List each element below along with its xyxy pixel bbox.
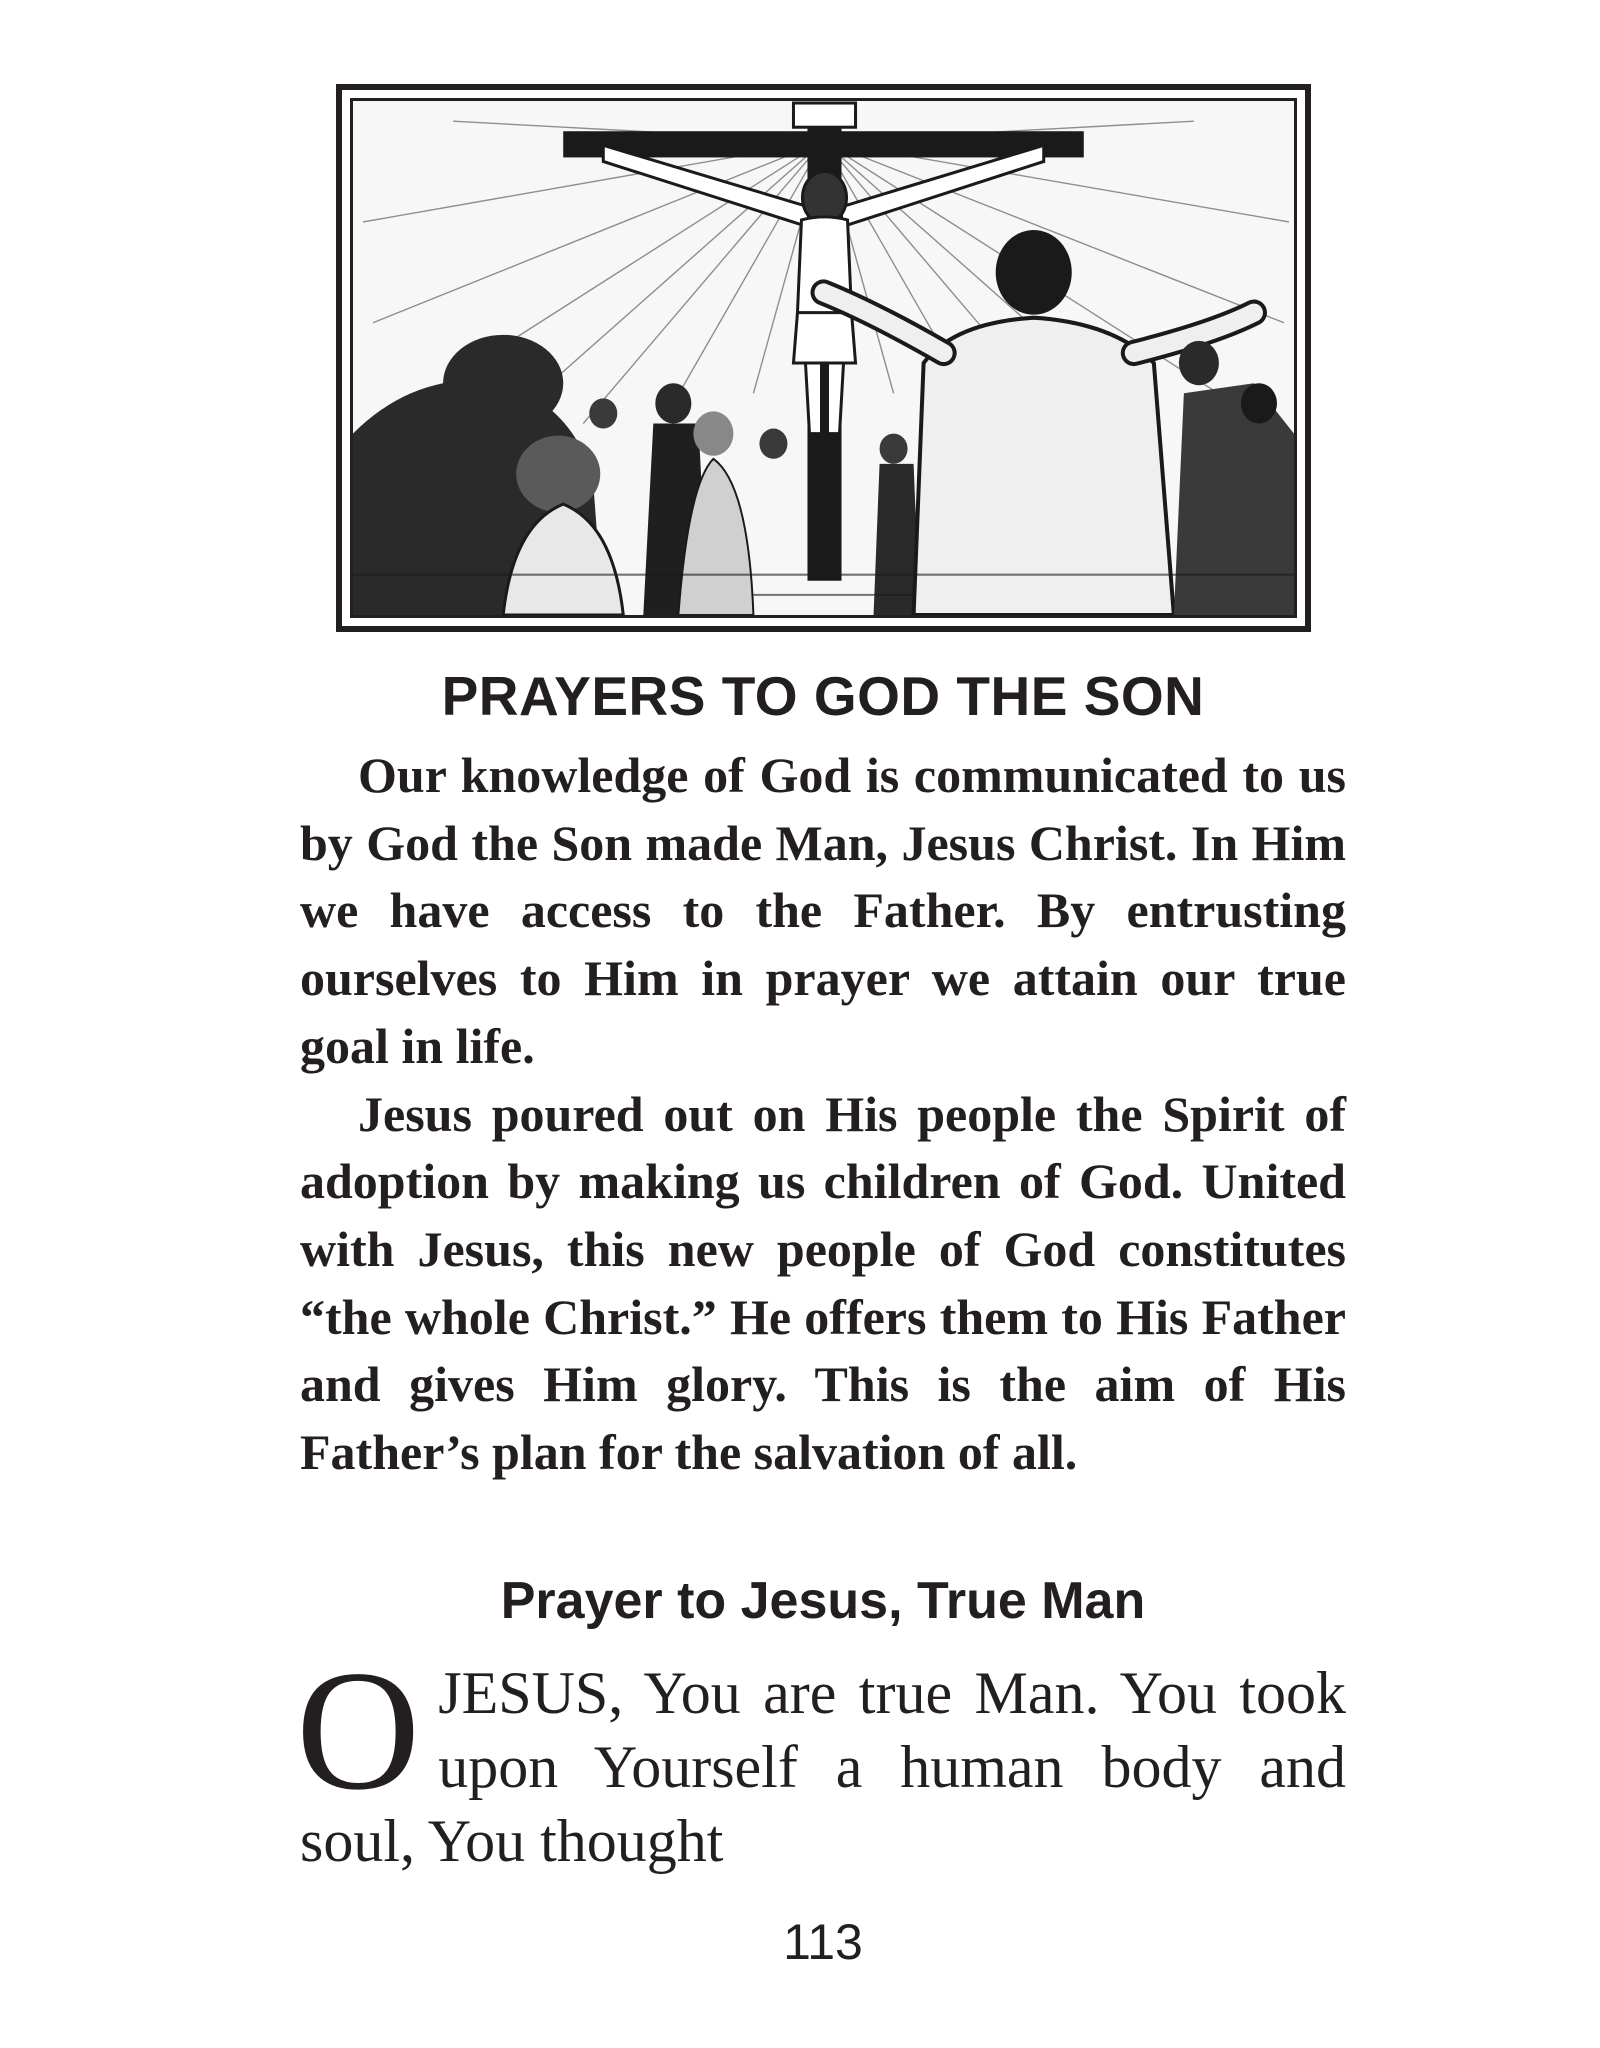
prayer-title: Prayer to Jesus, True Man [500, 1572, 1146, 1630]
crucifixion-scene-drawing [353, 101, 1294, 615]
intro-paragraph: Our knowledge of God is communicated to us by God the Son made Man, Jesus Christ. In Him we have access to the Father. By entrusting ourselves to Him in prayer we attain our true goal in life. [300, 747, 1346, 1074]
page-number: 113 [783, 1914, 863, 1970]
intro-text [300, 742, 1346, 1487]
prayer-text [296, 1636, 1346, 1878]
prayer-body-text: JESUS, You are true Man. You took upon Yourself a human body and soul, You thought [300, 1660, 1346, 1874]
section-title: PRAYERS TO GOD THE SON [441, 665, 1205, 727]
drop-cap: O [296, 1636, 421, 1826]
crucifixion-illustration [336, 84, 1311, 632]
intro-paragraph: Jesus poured out on His people the Spirit of adoption by making us children of God. United with Jesus, this new people of God constitutes “the whole Christ.” He offers them to His Father and gives Him glory. This is the aim of His Father’s plan for the salvation of all. [300, 1085, 1346, 1481]
